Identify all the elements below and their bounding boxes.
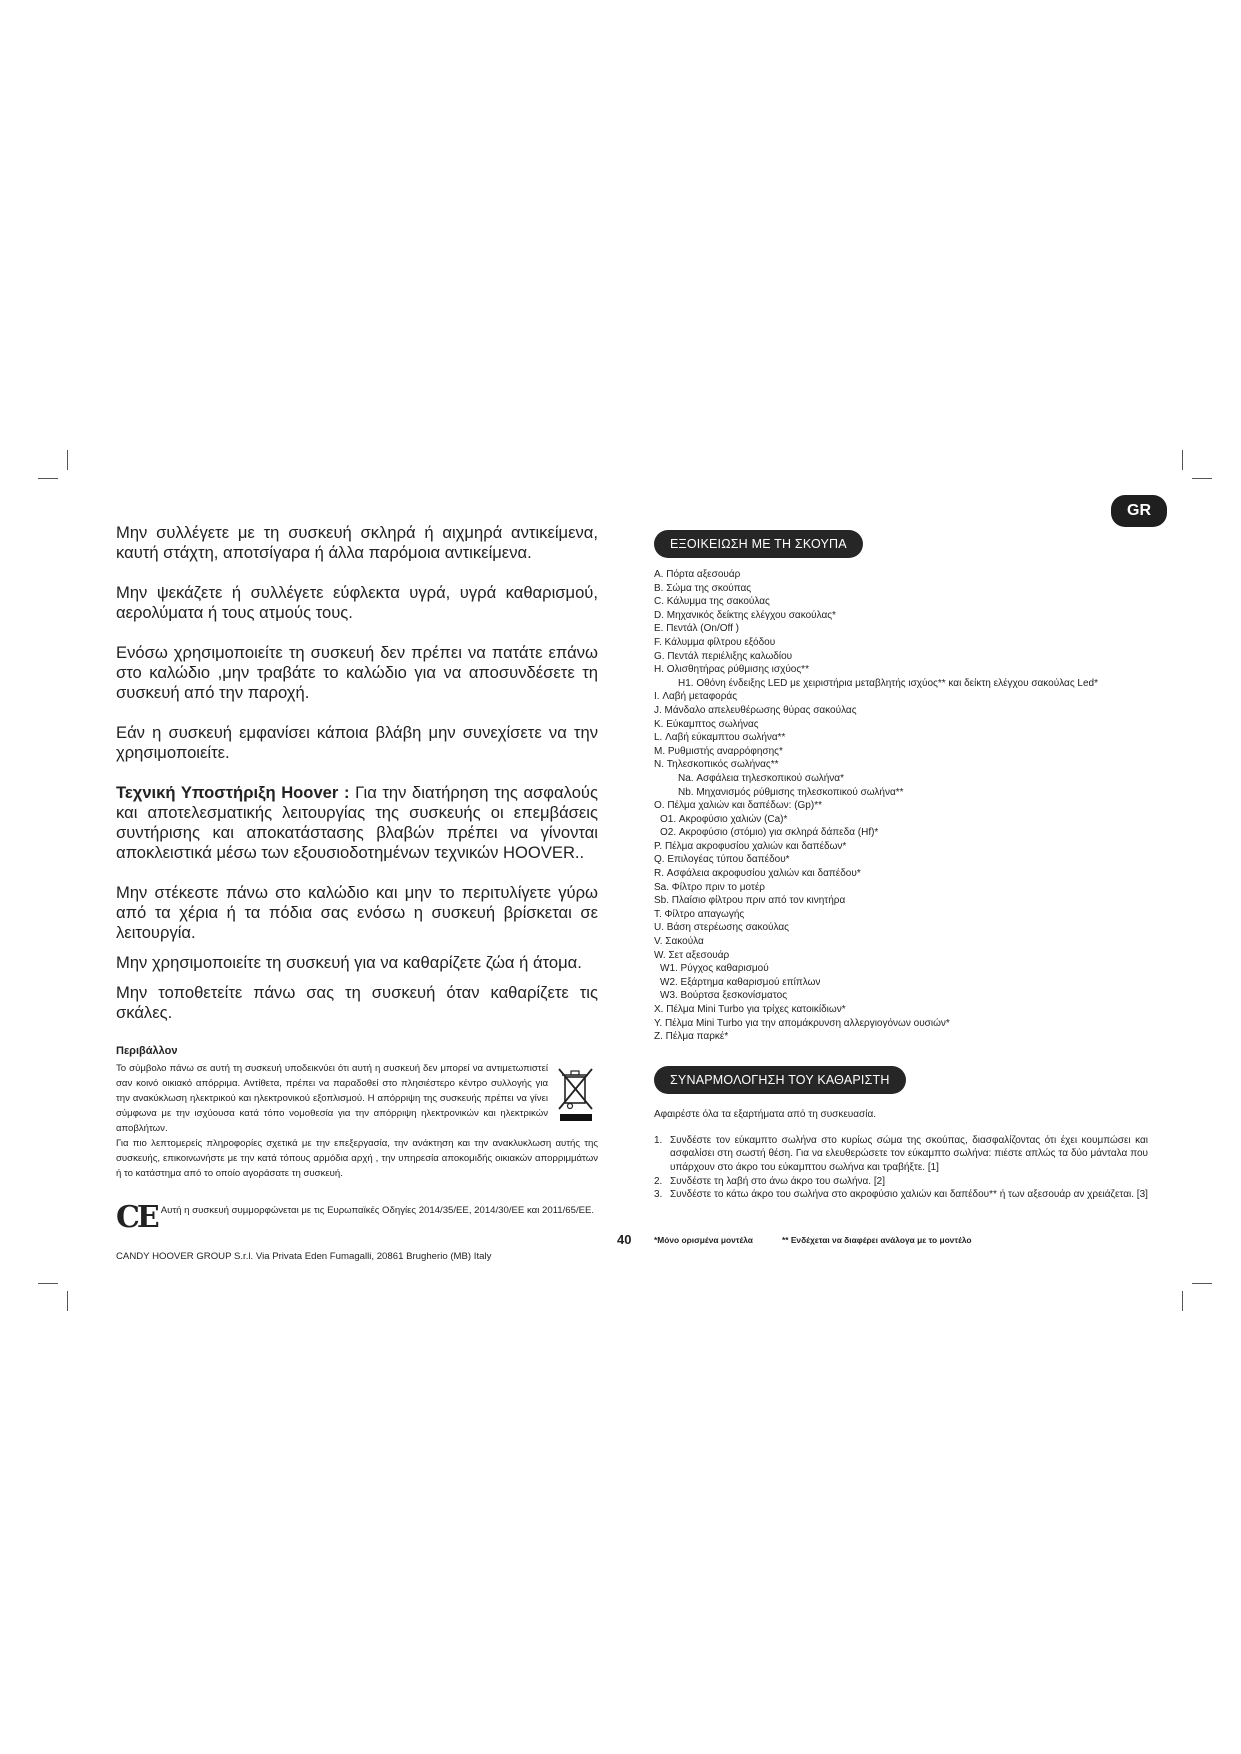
part-list-item: W3. Βούρτσα ξεσκονίσματος	[660, 990, 788, 1002]
crop-mark	[1192, 1283, 1212, 1284]
part-list-item: U. Βάση στερέωσης σακούλας	[654, 922, 789, 934]
ce-mark: CE	[116, 1200, 157, 1235]
footnote-variation: ** Ενδέχεται να διαφέρει ανάλογα με το μοντέλο	[782, 1235, 972, 1245]
part-list-item: B. Σώμα της σκούπας	[654, 582, 752, 594]
environment-text-part2: Για πιο λεπτομερείς πληροφορίες σχετικά με την επεξεργασία, την ανάκτηση και την ανακλυκλωση αυτής της συσκευής, επικοινωνήστε με την κατά τόπους αρμόδια αρχή , την υπηρεσία αποκομιδής οικιακών απορριμμάτων ή το κατάστημα από το οποίο αγοράσατε τη συσκευή.	[116, 1138, 598, 1179]
part-list-item: Nb. Μηχανισμός ρύθμισης τηλεσκοπικού σωλήνα**	[678, 786, 904, 798]
support-text: Για την διατήρηση της ασφαλούς και αποτελεσματικής λειτουργίας της συσκευής οι επεμβάσεις συντήρισης και αποκατάστασης βλαβών πρέπει να γίνονται αποκλειστικά μέσω των εξουσιοδοτημένων τεχνικών HOOVER..	[116, 783, 598, 862]
part-list-item: X. Πέλμα Mini Turbo για τρίχες κατοικίδιων*	[654, 1004, 846, 1015]
warning-paragraph: Ενόσω χρησιμοποιείτε τη συσκευή δεν πρέπει να πατάτε επάνω στο καλώδιο ,μην τραβάτε το καλώδιο για να αποσυνδέσετε τη συσκευή από την παροχή.	[116, 643, 598, 702]
step-number: 3.	[654, 1189, 663, 1201]
crop-mark	[67, 450, 68, 470]
part-list-item: R. Ασφάλεια ακροφυσίου χαλιών και δαπέδου*	[654, 868, 861, 880]
part-list-item: P. Πέλμα ακροφυσίου χαλιών και δαπέδων*	[654, 840, 847, 852]
part-list-item: W. Σετ αξεσουάρ	[654, 949, 730, 961]
part-list-item: N. Τηλεσκοπικός σωλήνας**	[654, 759, 779, 771]
parts-list	[654, 568, 1148, 1044]
language-badge: GR	[1111, 495, 1167, 527]
environment-text-part1: Το σύμβολο πάνω σε αυτή τη συσκευή υποδεικνύει ότι αυτή η συσκευή δεν μπορεί να αντιμετωπιστεί σαν κοινό οικιακό απόρριμα. Αντίθετα, πρέπει να παραδοθεί στο πλησιέστερο κέντρο συλλογής για την ανακύκλωση ηλεκτρικού και ηλεκτρονικού εξοπλισμού. Η απόρριψη της συσκευής πρέπει να γίνει σύμφωνα με την ισχύουσα κατά τόπο νομοθεσία για την απόρριψη ηλεκτρονικών και ηλεκτρικών αποβλήτων.	[116, 1063, 548, 1134]
part-list-item: D. Μηχανικός δείκτης ελέγχου σακούλας*	[654, 609, 836, 621]
part-list-item: G. Πεντάλ περιέλιξης καλωδίου	[654, 650, 793, 662]
part-list-item: Sa. Φίλτρο πριν το μοτέρ	[654, 881, 765, 893]
warning-paragraph: Μην στέκεστε πάνω στο καλώδιο και μην το περιτυλίγετε γύρω από τα χέρια ή τα πόδια σας ενόσω η συσκευή βρίσκεται σε λειτουργία.	[116, 883, 598, 942]
company-address: CANDY HOOVER GROUP S.r.l. Via Privata Eden Fumagalli, 20861 Brugherio (MB) Italy	[116, 1251, 492, 1262]
warning-paragraph: Μην χρησιμοποιείτε τη συσκευή για να καθαρίζετε ζώα ή άτομα.	[116, 953, 582, 972]
step-number: 2.	[654, 1175, 663, 1187]
part-list-item: J. Μάνδαλο απελευθέρωσης θύρας σακούλας	[654, 704, 857, 716]
part-list-item: M. Ρυθμιστής αναρρόφησης*	[654, 745, 783, 757]
part-list-item: O. Πέλμα χαλιών και δαπέδων: (Gp)**	[654, 800, 822, 812]
part-list-item: F. Κάλυμμα φίλτρου εξόδου	[654, 636, 776, 648]
part-list-item: Sb. Πλαίσιο φίλτρου πριν από τον κινητήρα	[654, 895, 846, 907]
ce-compliance	[116, 1200, 598, 1235]
crop-mark	[1182, 1291, 1183, 1311]
part-list-item: V. Σακούλα	[654, 936, 704, 948]
part-list-item: H1. Οθόνη ένδειξης LED με χειριστήρια μεταβλητής ισχύος** και δείκτη ελέγχου σακούλας Led*	[678, 677, 1098, 689]
step-text: Συνδέστε τη λαβή στο άνω άκρο του σωλήνα. [2]	[670, 1175, 885, 1187]
step-text: Συνδέστε τον εύκαμπτο σωλήνα στο κυρίως σώμα της σκούπας, διασφαλίζοντας ότι έχει κουμπώσει και ασφαλίσει στη σωστή θέση. Για να ελευθερώσετε τον εύκαμπτο σωλήνα: πιέστε απλώς τα δύο μάνταλα που υπάρχουν στο άκρο του εύκαμπτου σωλήνα και τραβήξτε. [1]	[670, 1134, 1148, 1173]
environment-heading: Περιβάλλον	[116, 1045, 178, 1057]
part-list-item: H. Ολισθητήρας ρύθμισης ισχύος**	[654, 664, 809, 676]
part-list-item: W1. Ρύγχος καθαρισμού	[660, 963, 769, 975]
section-heading-familiarization: ΕΞΟΙΚΕΙΩΣΗ ΜΕ ΤΗ ΣΚΟΥΠΑ	[654, 530, 863, 558]
section-heading-assembly: ΣΥΝΑΡΜΟΛΟΓΗΣΗ ΤΟΥ ΚΑΘΑΡΙΣΤΗ	[654, 1066, 906, 1094]
assembly-step	[654, 1134, 1148, 1175]
assembly-intro: Αφαιρέστε όλα τα εξαρτήματα από τη συσκευασία.	[654, 1108, 877, 1120]
ce-text: Αυτή η συσκευή συμμορφώνεται με τις Ευρωπαϊκές Οδηγίες 2014/35/ΕΕ, 2014/30/ΕΕ και 2011/65/ΕΕ.	[160, 1205, 595, 1216]
part-list-item: A. Πόρτα αξεσουάρ	[654, 569, 741, 580]
warning-paragraph: Μην συλλέγετε με τη συσκευή σκληρά ή αιχμηρά αντικείμενα, καυτή στάχτη, αποτσίγαρα ή άλλα παρόμοια αντικείμενα.	[116, 523, 598, 562]
environment-text	[116, 1061, 598, 1181]
part-list-item: Na. Ασφάλεια τηλεσκοπικού σωλήνα*	[678, 772, 844, 784]
warning-paragraph: Εάν η συσκευή εμφανίσει κάποια βλάβη μην συνεχίσετε να την χρησιμοποιείτε.	[116, 723, 598, 762]
left-column	[116, 523, 598, 1262]
part-list-item: T. Φίλτρο απαγωγής	[654, 908, 745, 920]
assembly-step	[654, 1175, 1148, 1189]
crop-mark	[1192, 478, 1212, 479]
support-heading: Τεχνική Υποστήριξη Hoover :	[116, 783, 350, 802]
warning-paragraph: Μην τοποθετείτε πάνω σας τη συσκευή όταν καθαρίζετε τις σκάλες.	[116, 983, 598, 1022]
step-text: Συνδέστε το κάτω άκρο του σωλήνα στο ακροφύσιο χαλιών και δαπέδου** ή των αξεσουάρ αν χρειάζεται. [3]	[670, 1189, 1148, 1201]
footnote-models: *Μόνο ορισμένα μοντέλα	[654, 1235, 753, 1245]
crop-mark	[1182, 450, 1183, 470]
crop-mark	[67, 1291, 68, 1311]
part-list-item: C. Κάλυμμα της σακούλας	[654, 596, 770, 608]
part-list-item: O1. Ακροφύσιο χαλιών (Ca)*	[660, 813, 788, 825]
page-number: 40	[617, 1232, 632, 1247]
right-column	[654, 530, 1148, 1202]
part-list-item: Q. Επιλογέας τύπου δαπέδου*	[654, 854, 790, 866]
weee-bin-icon	[556, 1065, 596, 1123]
crop-mark	[38, 478, 58, 479]
part-list-item: Z. Πέλμα παρκέ*	[654, 1031, 729, 1043]
part-list-item: E. Πεντάλ (On/Off )	[654, 623, 739, 635]
part-list-item: L. Λαβή εύκαμπτου σωλήνα**	[654, 732, 786, 744]
part-list-item: Y. Πέλμα Mini Turbo για την απομάκρυνση αλλεργιογόνων ουσιών*	[654, 1017, 950, 1029]
part-list-item: W2. Εξάρτημα καθαρισμού επίπλων	[660, 976, 821, 988]
warning-paragraph: Μην ψεκάζετε ή συλλέγετε εύφλεκτα υγρά, υγρά καθαρισμού, αερολύματα ή τους ατμούς τους.	[116, 583, 598, 622]
support-paragraph	[116, 783, 598, 863]
part-list-item: I. Λαβή μεταφοράς	[654, 691, 738, 703]
part-list-item: K. Εύκαμπτος σωλήνας	[654, 718, 759, 730]
step-number: 1.	[654, 1134, 663, 1146]
crop-mark	[38, 1283, 58, 1284]
assembly-step	[654, 1188, 1148, 1202]
assembly-steps	[654, 1134, 1148, 1202]
part-list-item: O2. Ακροφύσιο (στόμιο) για σκληρά δάπεδα (Hf)*	[660, 827, 879, 839]
